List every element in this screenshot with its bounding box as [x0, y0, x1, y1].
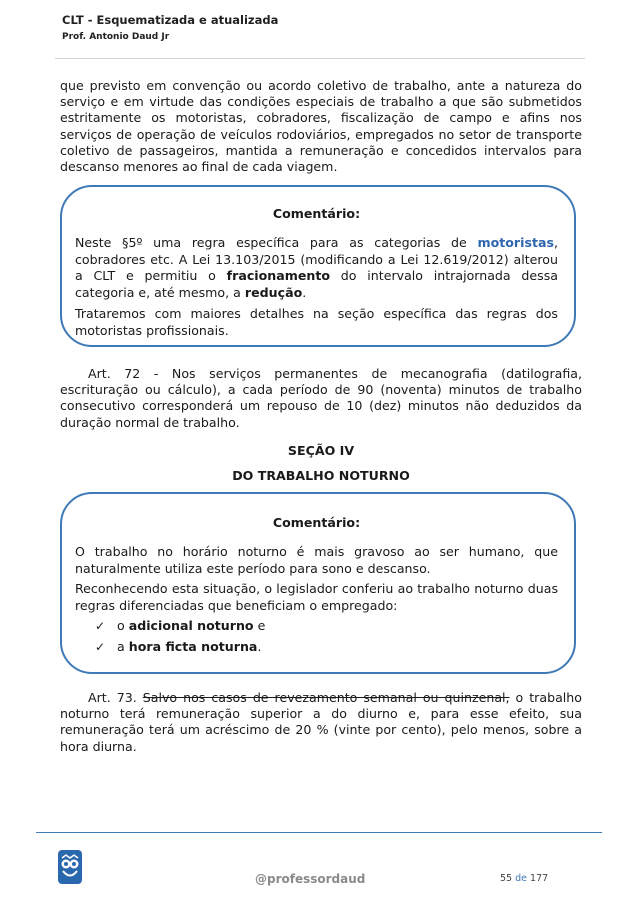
- intro-paragraph-block: [60, 78, 582, 175]
- check-icon: ✓: [95, 619, 106, 633]
- article-73: Art. 73. Salvo nos casos de revezamento semanal ou quinzenal, o trabalho noturno terá remuneração superior a do diurno e, para esse efeito, sua remuneração terá um acréscimo de 20 % (vinte por cento), pelo menos, sobre a hora diurna.: [60, 690, 582, 754]
- comment-paragraph: O trabalho no horário noturno é mais gravoso ao ser humano, que naturalmente utiliza este período para sono e descanso.: [75, 544, 558, 576]
- comment-paragraph: Trataremos com maiores detalhes na seção específica das regras dos motoristas profissionais.: [75, 306, 558, 338]
- comment-box-2: [60, 492, 576, 674]
- document-title: CLT - Esquematizada e atualizada: [62, 13, 279, 27]
- highlight-fracionamento: fracionamento: [226, 268, 331, 283]
- section-number: SEÇÃO IV: [287, 443, 355, 458]
- revoked-text: Salvo nos casos de revezamento semanal ou quinzenal,: [142, 690, 510, 705]
- highlight-reducao: redução: [244, 284, 303, 300]
- art72-block: [60, 366, 582, 431]
- comment-paragraph: Reconhecendo esta situação, o legislador conferiu ao trabalho noturno duas regras diferenciadas que beneficiam o empregado:: [75, 581, 558, 613]
- comment-title: Comentário:: [272, 515, 361, 530]
- owl-logo: [58, 850, 82, 884]
- art73-block: [60, 690, 582, 755]
- section-title: DO TRABALHO NOTURNO: [232, 468, 410, 483]
- page-number: 55 de 177: [500, 873, 549, 884]
- page-header: [62, 12, 278, 42]
- footer-divider: [36, 832, 602, 833]
- list-item: ✓ o adicional noturno e: [95, 618, 266, 633]
- comment-box-1: [60, 185, 576, 347]
- list-item: ✓ a hora ficta noturna.: [95, 638, 262, 654]
- check-icon: ✓: [95, 639, 106, 654]
- article-72: Art. 72 - Nos serviços permanentes de mecanografia (datilografia, escrituração ou cálculo), a cada período de 90 (noventa) minutos de trabalho consecutivo corresponderá um repouso de 10 (dez) minutos não deduzidos da duração normal de trabalho.: [60, 366, 582, 430]
- document-author: Prof. Antonio Daud Jr: [62, 32, 170, 42]
- footer-handle: @professordaud: [255, 872, 366, 886]
- header-divider: [55, 58, 585, 59]
- comment-paragraph: Neste §5º uma regra específica para as categorias de motoristas, cobradores etc. A Lei 13.103/2015 (modificando a Lei 12.619/2012) alterou a CLT e permitiu o fracionamento do intervalo intrajornada dessa categoria e, até mesmo, a redução.: [75, 235, 558, 300]
- highlight-motoristas: motoristas: [477, 235, 554, 250]
- comment-title: Comentário:: [272, 206, 361, 221]
- intro-paragraph: que previsto em convenção ou acordo coletivo de trabalho, ante a natureza do serviço e em virtude das condições especiais de trabalho a que são submetidos estritamente os motoristas, cobradores, fiscalização de campo e afins nos serviços de operação de veículos rodoviários, empregados no setor de transporte coletivo de passageiros, mantida a remuneração e concedidos intervalos para descanso menores ao final de cada viagem.: [60, 78, 582, 175]
